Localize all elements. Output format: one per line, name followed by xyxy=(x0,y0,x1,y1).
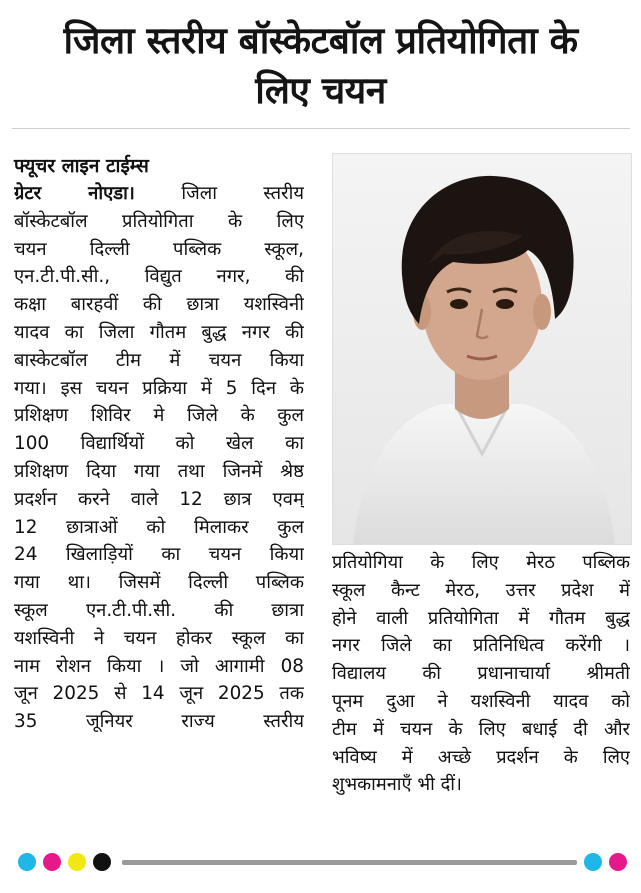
article-line: 35 जूनियर राज्य स्तरीय xyxy=(14,711,304,733)
article-line: एन.टी.पी.सी., विद्युत नगर, की xyxy=(14,266,304,288)
article-line: नाम रोशन किया । जो आगामी 08 xyxy=(14,655,304,677)
black-dot-icon xyxy=(93,853,111,871)
article-line: यादव का जिला गौतम बुद्ध नगर की xyxy=(14,321,304,343)
article-line: 12 छात्राओं को मिलाकर कुल xyxy=(14,516,304,538)
article-line: स्कूल एन.टी.पी.सी. की छात्रा xyxy=(14,599,304,621)
registration-rule xyxy=(122,860,577,865)
article-left-column xyxy=(14,180,304,736)
article-line: गया। इस चयन प्रक्रिया में 5 दिन के xyxy=(14,377,304,399)
article-line: यशस्विनी ने चयन होकर स्कूल का xyxy=(14,627,304,649)
article-line: कक्षा बारहवीं की छात्रा यशस्विनी xyxy=(14,294,304,316)
dateline: ग्रेटर नोएडा। xyxy=(14,183,135,204)
headline-line-1: जिला स्तरीय बॉस्केटबॉल प्रतियोगिता के xyxy=(63,19,578,62)
article-right-column xyxy=(332,549,630,799)
article-line: बॉस्केटबॉल प्रतियोगिता के लिए xyxy=(14,210,304,232)
article-line: प्रतियोगिया के लिए मेरठ पब्लिक xyxy=(332,552,630,573)
yellow-dot-icon xyxy=(68,853,86,871)
article-line: 100 विद्यार्थियों को खेल का xyxy=(14,433,304,455)
article-line: जून 2025 से 14 जून 2025 तक xyxy=(14,683,304,705)
article-line: ग्रेटर नोएडा। जिला स्तरीय xyxy=(14,183,304,204)
headline-divider xyxy=(12,128,630,129)
headline-line-2: लिए चयन xyxy=(255,69,386,112)
article-line: चयन दिल्ली पब्लिक स्कूल, xyxy=(14,238,304,260)
article-line: स्कूल कैन्ट मेरठ, उत्तर प्रदेश में xyxy=(332,579,630,601)
article-line: भविष्य में अच्छे प्रदर्शन के लिए xyxy=(332,746,630,768)
article-line: पूनम दुआ ने यशस्विनी यादव को xyxy=(332,690,630,712)
article-line: नगर जिले का प्रतिनिधित्व करेंगी । xyxy=(332,635,630,657)
byline: फ्यूचर लाइन टाईम्स xyxy=(14,155,149,177)
headline xyxy=(10,16,631,116)
article-line: शुभकामनाएँ भी दीं। xyxy=(332,774,462,796)
article-line: प्रदर्शन करने वाले 12 छात्र एवम् xyxy=(14,488,304,510)
student-photo xyxy=(332,153,632,545)
magenta-dot-icon xyxy=(609,853,627,871)
magenta-dot-icon xyxy=(43,853,61,871)
article-line: विद्यालय की प्रधानाचार्या श्रीमती xyxy=(332,663,630,685)
article-line: बास्केटबॉल टीम में चयन किया xyxy=(14,349,304,371)
article-line: गया था। जिसमें दिल्ली पब्लिक xyxy=(14,572,304,594)
article-line: प्रशिक्षण दिया गया तथा जिनमें श्रेष्ठ xyxy=(14,460,304,482)
cyan-dot-icon xyxy=(584,853,602,871)
article-line: होने वाली प्रतियोगिता में गौतम बुद्ध xyxy=(332,607,630,629)
cyan-dot-icon xyxy=(18,853,36,871)
article-line: टीम में चयन के लिए बधाई दी और xyxy=(332,718,630,740)
print-registration-bar xyxy=(18,851,633,873)
portrait-illustration xyxy=(333,154,631,544)
article-line: 24 खिलाड़ियों का चयन किया xyxy=(14,544,304,566)
article-line: प्रशिक्षण शिविर मे जिले के कुल xyxy=(14,405,304,427)
